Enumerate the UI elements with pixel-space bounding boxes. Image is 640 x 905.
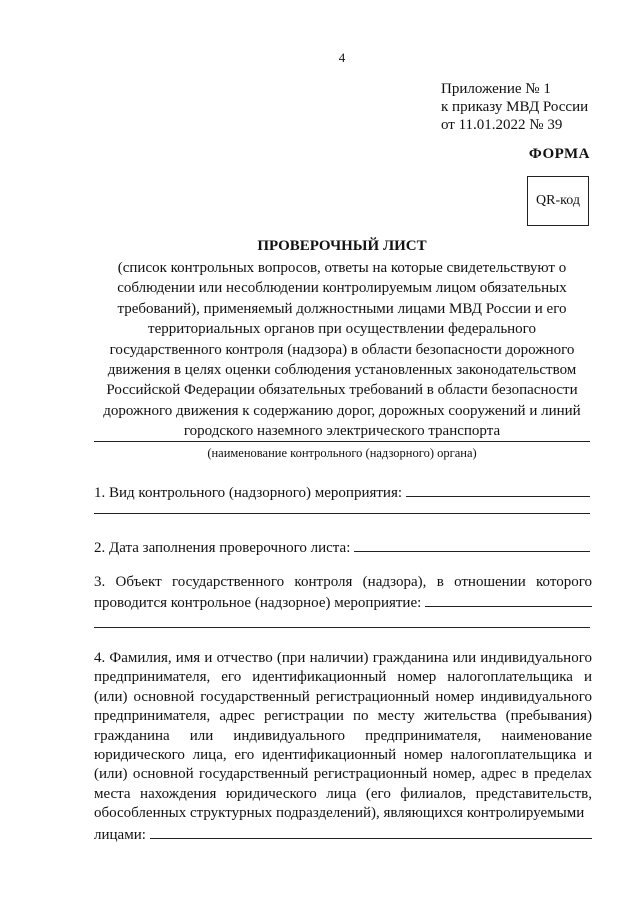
subtitle-line: городского наземного электрического транспорта [183,423,501,440]
field-1-input-line[interactable] [406,482,590,497]
form-label: ФОРМА [528,146,590,162]
document-title: ПРОВЕРОЧНЫЙ ЛИСТ [257,238,427,254]
field-1-row [94,482,590,502]
organ-name-caption: (наименование контрольного (надзорного) органа) [207,446,477,460]
subtitle-line: Российской Федерации обязательных требований в области безопасности [106,382,578,399]
page-number: 4 [338,50,346,65]
organ-name-line[interactable] [94,441,590,442]
subtitle-line: требований), применяемый должностными лицами МВД России и его [117,300,567,317]
subtitle-line: дорожного движения к содержанию дорог, дорожных сооружений и линий [103,402,581,419]
subtitle-line: территориальных органов при осуществлении федерального [148,321,536,338]
field-2-label: 2. Дата заполнения проверочного листа: [94,540,351,556]
field-4-block [94,649,592,845]
field-3-row [94,592,592,613]
field-3-text: 3. Объект государственного контроля (надзора), в отношении которого [94,574,592,590]
subtitle-line: движения в целях оценки соблюдения установленных законодательством [107,362,577,379]
field-1-label: 1. Вид контрольного (надзорного) мероприятия: [94,485,403,501]
field-3-input-line[interactable] [425,592,592,607]
field-3-label: проводится контрольное (надзорное) мероприятие: [94,595,422,611]
appendix-header [441,80,588,134]
field-4-input-line[interactable] [150,824,592,839]
field-1-continuation-line[interactable] [94,513,590,514]
appendix-line-3: от 11.01.2022 № 39 [441,117,563,133]
document-subtitle [94,258,590,442]
field-4-text: 4. Фамилия, имя и отчество (при наличии) гражданина или индивидуального предпринимателя, его идентификационный номер налогоплательщика и (или) основной государственный регистрационный номер индивидуального предпринимателя, адрес регистрации по месту жительства (пребывания) гражданина или индивидуального предпринимателя, наименование юридического лица, его идентификационный номер налогоплательщика и (или) основной государственный регистрационный номер, адрес в пределах места нахождения юридического лица (его филиалов, представительств, обособленных структурных подразделений), являющихся контролируемыми [94,650,592,822]
appendix-line-1: Приложение № 1 [441,81,551,97]
field-2-row [94,537,590,557]
field-4-label: лицами: [94,826,146,843]
field-3-block [94,573,592,613]
subtitle-line: соблюдении или несоблюдении контролируемым лицом обязательных [117,280,567,297]
field-2-input-line[interactable] [354,537,590,552]
qr-code-label: QR-код [536,193,580,208]
qr-code-box [527,176,589,226]
subtitle-line: (список контрольных вопросов, ответы на которые свидетельствуют о [117,260,567,276]
subtitle-line: государственного контроля (надзора) в области безопасности дорожного [109,341,575,358]
field-3-continuation-line[interactable] [94,627,590,628]
field-4-row [94,824,592,845]
appendix-line-2: к приказу МВД России [441,99,589,115]
